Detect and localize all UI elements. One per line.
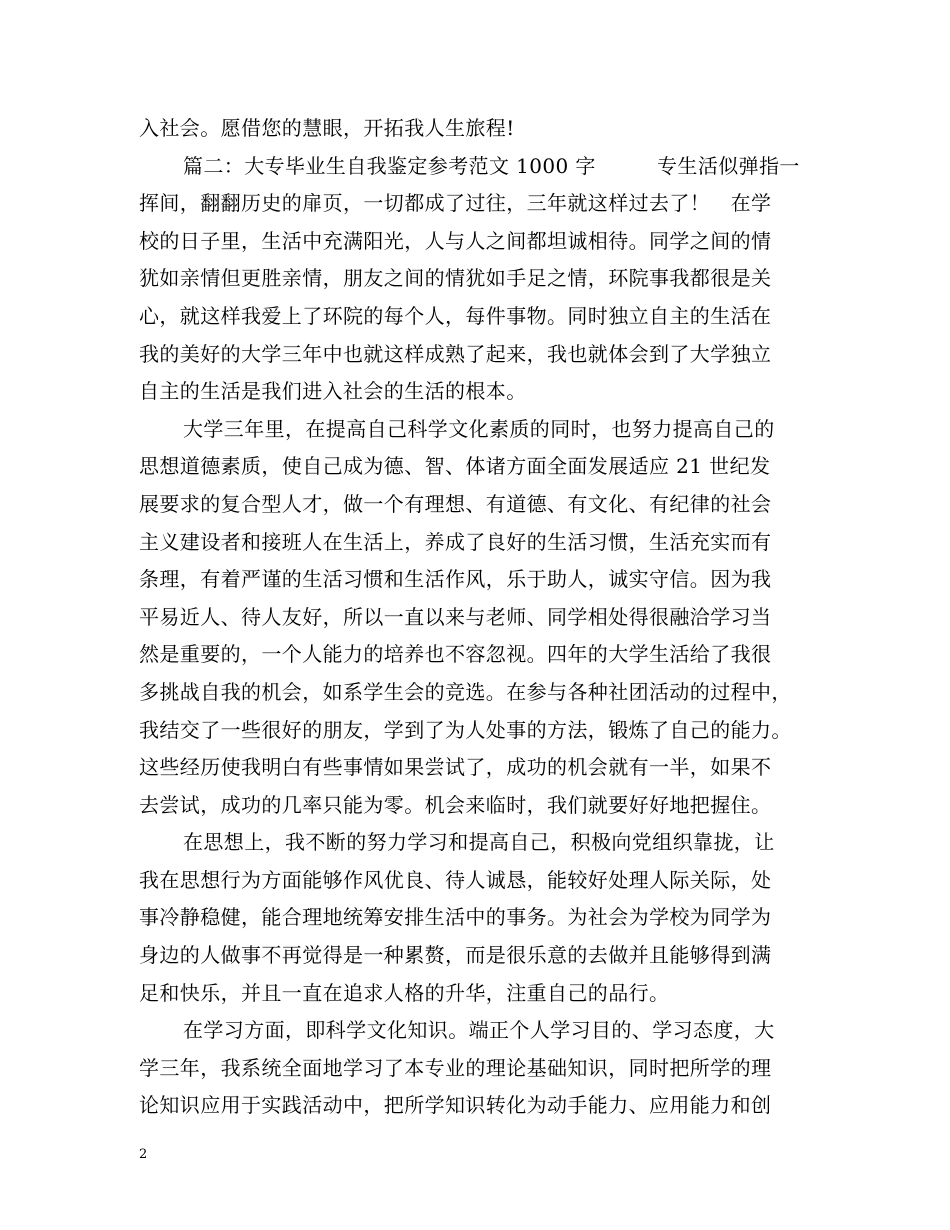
text-line: 去尝试，成功的几率只能为零。机会来临时，我们就要好好地把握住。	[139, 792, 772, 817]
text-line: 在思想上，我不断的努力学习和提高自己，积极向党组织靠拢，让	[183, 830, 775, 855]
text-line: 论知识应用于实践活动中，把所学知识转化为动手能力、应用能力和创	[139, 1093, 772, 1118]
text-line: 大学三年里，在提高自己科学文化素质的同时，也努力提高自己的	[183, 416, 775, 441]
text-line: 心，就这样我爱上了环院的每个人，每件事物。同时独立自主的生活在	[139, 303, 772, 328]
text-line: 思想道德素质，使自己成为德、智、体诸方面全面发展适应 21 世纪发	[139, 454, 771, 479]
text-line: 学三年，我系统全面地学习了本专业的理论基础知识，同时把所学的理	[139, 1055, 772, 1080]
text-line: 我在思想行为方面能够作风优良、待人诚恳，能较好处理人际关际，处	[139, 867, 772, 892]
text-line: 在学习方面，即科学文化知识。端正个人学习目的、学习态度，大	[183, 1018, 775, 1043]
text-line: 入社会。愿借您的慧眼，开拓我人生旅程!	[139, 116, 515, 140]
text-line: 犹如亲情但更胜亲情，朋友之间的情犹如手足之情，环院事我都很是关	[139, 266, 772, 291]
document-body	[139, 110, 819, 1125]
text-line: 我结交了一些很好的朋友，学到了为人处事的方法，锻炼了自己的能力。	[139, 717, 792, 742]
text-line: 条理，有着严谨的生活习惯和生活作风，乐于助人，诚实守信。因为我	[139, 567, 772, 592]
text-line: 校的日子里，生活中充满阳光，人与人之间都坦诚相待。同学之间的情	[139, 228, 772, 253]
text-line: 自主的生活是我们进入社会的生活的根本。	[139, 379, 527, 404]
text-line: 这些经历使我明白有些事情如果尝试了，成功的机会就有一半，如果不	[139, 755, 772, 780]
text-line: 多挑战自我的机会，如系学生会的竞选。在参与各种社团活动的过程中，	[139, 679, 792, 704]
text-line: 足和快乐，并且一直在追求人格的升华，注重自己的品行。	[139, 980, 670, 1005]
text-line: 篇二：大专毕业生自我鉴定参考范文 1000 字 专生活似弹指一	[183, 153, 800, 178]
page-number: 2	[139, 1147, 148, 1162]
text-line: 展要求的复合型人才，做一个有理想、有道德、有文化、有纪律的社会	[139, 491, 772, 516]
text-line: 我的美好的大学三年中也就这样成熟了起来，我也就体会到了大学独立	[139, 341, 772, 366]
text-line: 挥间，翻翻历史的扉页，一切都成了过往，三年就这样过去了！ 在学	[139, 191, 772, 216]
text-line: 平易近人、待人友好，所以一直以来与老师、同学相处得很融洽学习当	[139, 604, 772, 629]
text-line: 事冷静稳健，能合理地统筹安排生活中的事务。为社会为学校为同学为	[139, 905, 772, 930]
text-line: 然是重要的，一个人能力的培养也不容忽视。四年的大学生活给了我很	[139, 642, 772, 667]
text-line: 主义建设者和接班人在生活上，养成了良好的生活习惯，生活充实而有	[139, 529, 772, 554]
text-line: 身边的人做事不再觉得是一种累赘，而是很乐意的去做并且能够得到满	[139, 943, 772, 968]
